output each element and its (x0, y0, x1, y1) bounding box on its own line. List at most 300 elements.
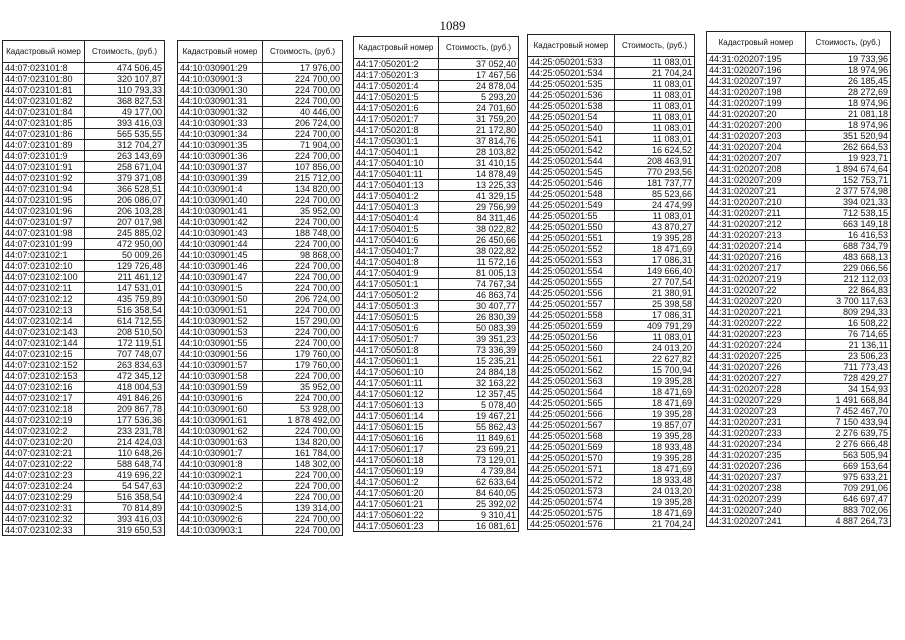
cadastral-number: 44:25:050201:574 (528, 497, 615, 508)
cost-value: 224 700,00 (263, 283, 343, 294)
cadastral-number: 44:25:050201:554 (528, 266, 615, 277)
cost-value: 53 928,00 (263, 404, 343, 415)
cost-value: 393 416,03 (85, 514, 165, 525)
table-row (528, 519, 695, 530)
cadastral-number: 44:25:050201:565 (528, 398, 615, 409)
cadastral-number: 44:25:050201:560 (528, 343, 615, 354)
table-row (707, 65, 891, 76)
cadastral-number: 44:17:050501:3 (354, 301, 439, 312)
table-row (707, 296, 891, 307)
table-row (3, 316, 165, 327)
cadastral-number: 44:17:050401:7 (354, 246, 439, 257)
table-row (354, 268, 519, 279)
cadastral-number: 44:10:030901:53 (178, 327, 263, 338)
cadastral-number: 44:10:030903:1 (178, 525, 263, 536)
cost-value: 18 471,69 (615, 464, 695, 475)
cost-value: 11 083,01 (615, 332, 695, 343)
cadastral-number: 44:17:050601:11 (354, 378, 439, 389)
cadastral-number: 44:25:050201:558 (528, 310, 615, 321)
cost-value: 24 013,20 (615, 343, 695, 354)
cadastral-number: 44:07:023102:33 (3, 525, 85, 536)
table-row (178, 118, 343, 129)
table-row (354, 389, 519, 400)
cadastral-number: 44:31:020207:20 (707, 109, 806, 120)
cadastral-number: 44:10:030901:44 (178, 239, 263, 250)
cost-value: 688 734,79 (806, 241, 891, 252)
table-row (3, 514, 165, 525)
cost-value: 43 870,27 (615, 222, 695, 233)
cost-value: 15 235,21 (439, 356, 519, 367)
header-cost: Стоимость, (руб.) (85, 41, 165, 63)
cadastral-number: 44:25:050201:546 (528, 178, 615, 189)
cadastral-number: 44:10:030901:31 (178, 96, 263, 107)
cadastral-number: 44:17:050501:2 (354, 290, 439, 301)
table-row (707, 120, 891, 131)
cadastral-number: 44:25:050201:569 (528, 442, 615, 453)
cost-value: 179 760,00 (263, 349, 343, 360)
cadastral-number: 44:25:050201:573 (528, 486, 615, 497)
table-row (528, 453, 695, 464)
cost-value: 224 700,00 (263, 217, 343, 228)
table-row (178, 261, 343, 272)
cost-value: 34 154,93 (806, 384, 891, 395)
cost-value: 21 704,24 (615, 68, 695, 79)
cadastral-number: 44:31:020207:23 (707, 406, 806, 417)
cost-value: 312 704,27 (85, 140, 165, 151)
cadastral-number: 44:25:050201:564 (528, 387, 615, 398)
cadastral-number: 44:07:023102:14 (3, 316, 85, 327)
cost-value: 224 700,00 (263, 151, 343, 162)
cost-value: 16 081,61 (439, 521, 519, 532)
cadastral-number: 44:17:050501:7 (354, 334, 439, 345)
cost-value: 809 294,33 (806, 307, 891, 318)
table-row (528, 123, 695, 134)
table-row (178, 217, 343, 228)
table-row (178, 360, 343, 371)
cadastral-number: 44:17:050401:3 (354, 202, 439, 213)
cost-value: 206 724,00 (263, 294, 343, 305)
cost-value: 707 748,07 (85, 349, 165, 360)
table-row (3, 74, 165, 85)
cost-value: 129 726,48 (85, 261, 165, 272)
table-row (178, 63, 343, 74)
cadastral-number: 44:07:023101:99 (3, 239, 85, 250)
cost-value: 50 009,26 (85, 250, 165, 261)
cost-value: 31 759,20 (439, 114, 519, 125)
cadastral-number: 44:10:030901:47 (178, 272, 263, 283)
cadastral-number: 44:25:050201:570 (528, 453, 615, 464)
cost-value: 379 371,08 (85, 173, 165, 184)
page-number: 1089 (439, 18, 466, 33)
table-row (354, 367, 519, 378)
table-row (528, 398, 695, 409)
cadastral-number: 44:17:050601:17 (354, 444, 439, 455)
table-row (3, 96, 165, 107)
cost-value: 19 395,28 (615, 376, 695, 387)
cadastral-number: 44:07:023101:9 (3, 151, 85, 162)
cost-value: 26 185,45 (806, 76, 891, 87)
cost-value: 22 627,82 (615, 354, 695, 365)
table-row (707, 230, 891, 241)
cost-value: 7 150 433,94 (806, 417, 891, 428)
cost-value: 224 700,00 (263, 525, 343, 536)
cost-value: 224 700,00 (263, 426, 343, 437)
cost-value: 1 878 492,00 (263, 415, 343, 426)
cost-value: 211 461,12 (85, 272, 165, 283)
header-cadastral-number: Кадастровый номер (354, 37, 439, 59)
cost-value: 483 668,13 (806, 252, 891, 263)
table-row (528, 508, 695, 519)
table-row (354, 444, 519, 455)
cadastral-number: 44:07:023102:18 (3, 404, 85, 415)
table-row (354, 125, 519, 136)
table-row (528, 189, 695, 200)
table-row (354, 70, 519, 81)
cadastral-number: 44:10:030901:8 (178, 459, 263, 470)
cadastral-number: 44:31:020207:241 (707, 516, 806, 527)
cost-value: 263 143,69 (85, 151, 165, 162)
cadastral-number: 44:07:023102:17 (3, 393, 85, 404)
cadastral-number: 44:10:030902:5 (178, 503, 263, 514)
cadastral-number: 44:07:023101:95 (3, 195, 85, 206)
table-row (3, 151, 165, 162)
table-row (178, 107, 343, 118)
table-row (178, 184, 343, 195)
cost-value: 147 531,01 (85, 283, 165, 294)
cadastral-number: 44:10:030901:55 (178, 338, 263, 349)
cadastral-number: 44:31:020207:231 (707, 417, 806, 428)
cost-value: 27 707,54 (615, 277, 695, 288)
table-row (528, 332, 695, 343)
table-row (354, 114, 519, 125)
table-row (178, 481, 343, 492)
cadastral-number: 44:17:050601:14 (354, 411, 439, 422)
cadastral-number: 44:07:023101:92 (3, 173, 85, 184)
table-row (354, 103, 519, 114)
cost-value: 84 311,46 (439, 213, 519, 224)
table-row (707, 373, 891, 384)
table-row (178, 206, 343, 217)
cost-value: 19 395,28 (615, 497, 695, 508)
cadastral-number: 44:17:050601:10 (354, 367, 439, 378)
cadastral-number: 44:31:020207:229 (707, 395, 806, 406)
cost-value: 263 834,63 (85, 360, 165, 371)
cost-value: 208 510,50 (85, 327, 165, 338)
cost-value: 491 846,26 (85, 393, 165, 404)
cost-value: 19 395,28 (615, 233, 695, 244)
cost-value: 24 884,18 (439, 367, 519, 378)
cadastral-number: 44:31:020207:217 (707, 263, 806, 274)
cost-value: 81 005,13 (439, 268, 519, 279)
cost-value: 13 225,33 (439, 180, 519, 191)
table-row (354, 257, 519, 268)
cost-value: 149 666,40 (615, 266, 695, 277)
cadastral-number: 44:10:030901:46 (178, 261, 263, 272)
cadastral-number: 44:07:023101:97 (3, 217, 85, 228)
cost-value: 472 950,00 (85, 239, 165, 250)
cost-value: 4 887 264,73 (806, 516, 891, 527)
cadastral-number: 44:31:020207:200 (707, 120, 806, 131)
table-row (178, 151, 343, 162)
cadastral-number: 44:10:030901:5 (178, 283, 263, 294)
table-row (3, 107, 165, 118)
table-row (707, 307, 891, 318)
table-row (528, 200, 695, 211)
cost-value: 516 358,54 (85, 492, 165, 503)
cadastral-number: 44:17:050601:20 (354, 488, 439, 499)
table-row (707, 208, 891, 219)
cost-value: 11 083,01 (615, 211, 695, 222)
table-row (354, 521, 519, 532)
cadastral-number: 44:07:023102:31 (3, 503, 85, 514)
cost-value: 409 791,29 (615, 321, 695, 332)
table-row (354, 400, 519, 411)
cadastral-number: 44:31:020207:219 (707, 274, 806, 285)
cost-value: 29 756,99 (439, 202, 519, 213)
cadastral-number: 44:25:050201:563 (528, 376, 615, 387)
table-row (178, 382, 343, 393)
table-row (707, 54, 891, 65)
cost-value: 419 696,22 (85, 470, 165, 481)
cadastral-number: 44:17:050601:19 (354, 466, 439, 477)
cost-value: 30 407,77 (439, 301, 519, 312)
table-row (354, 488, 519, 499)
cadastral-number: 44:10:030901:51 (178, 305, 263, 316)
table-row (3, 118, 165, 129)
header-cost: Стоимость, (руб.) (263, 41, 343, 63)
cost-value: 207 017,98 (85, 217, 165, 228)
table-row (178, 349, 343, 360)
cadastral-number: 44:10:030901:59 (178, 382, 263, 393)
cost-value: 319 650,53 (85, 525, 165, 536)
cost-value: 40 446,00 (263, 107, 343, 118)
table-row (354, 433, 519, 444)
cadastral-number: 44:31:020207:224 (707, 340, 806, 351)
cost-value: 19 733,96 (806, 54, 891, 65)
table-row (354, 334, 519, 345)
cost-value: 31 410,15 (439, 158, 519, 169)
cost-value: 614 712,55 (85, 316, 165, 327)
cadastral-number: 44:25:050201:549 (528, 200, 615, 211)
table-row (354, 213, 519, 224)
table-row (707, 384, 891, 395)
cost-value: 177 536,36 (85, 415, 165, 426)
table-row (3, 470, 165, 481)
cost-value: 16 624,52 (615, 145, 695, 156)
header-cadastral-number: Кадастровый номер (707, 32, 806, 54)
cadastral-number: 44:10:030901:40 (178, 195, 263, 206)
table-row (178, 272, 343, 283)
table-row (528, 266, 695, 277)
table-row (354, 477, 519, 488)
table-row (3, 250, 165, 261)
cost-value: 26 830,39 (439, 312, 519, 323)
cost-value: 11 083,01 (615, 90, 695, 101)
cost-value: 18 974,96 (806, 65, 891, 76)
table-row (354, 345, 519, 356)
cost-value: 134 820,00 (263, 184, 343, 195)
cadastral-number: 44:10:030901:43 (178, 228, 263, 239)
cost-value: 3 700 117,63 (806, 296, 891, 307)
cost-value: 21 380,91 (615, 288, 695, 299)
table-row (178, 459, 343, 470)
cost-value: 24 878,04 (439, 81, 519, 92)
cadastral-number: 44:31:020207:207 (707, 153, 806, 164)
table-row (528, 134, 695, 145)
table-row (178, 316, 343, 327)
table-row (3, 525, 165, 536)
table-row (178, 250, 343, 261)
table-row (178, 327, 343, 338)
table-row (3, 195, 165, 206)
cost-value: 2 276 639,75 (806, 428, 891, 439)
cadastral-number: 44:31:020207:198 (707, 87, 806, 98)
header-cost: Стоимость, (руб.) (615, 35, 695, 57)
cadastral-number: 44:07:023102:12 (3, 294, 85, 305)
cadastral-number: 44:25:050201:575 (528, 508, 615, 519)
cost-value: 728 429,27 (806, 373, 891, 384)
cost-value: 71 904,00 (263, 140, 343, 151)
cost-value: 157 290,00 (263, 316, 343, 327)
cadastral-number: 44:07:023101:94 (3, 184, 85, 195)
table-row (354, 290, 519, 301)
table-row (707, 428, 891, 439)
table-row (178, 371, 343, 382)
cost-value: 16 508,22 (806, 318, 891, 329)
cost-value: 224 700,00 (263, 195, 343, 206)
cadastral-number: 44:07:023101:85 (3, 118, 85, 129)
cost-value: 37 052,40 (439, 59, 519, 70)
cost-value: 206 086,07 (85, 195, 165, 206)
table-row (528, 497, 695, 508)
cadastral-number: 44:10:030901:62 (178, 426, 263, 437)
cost-value: 516 358,54 (85, 305, 165, 316)
cadastral-number: 44:17:050301:1 (354, 136, 439, 147)
cadastral-number: 44:17:050601:22 (354, 510, 439, 521)
cadastral-number: 44:31:020207:196 (707, 65, 806, 76)
table-row (528, 310, 695, 321)
header-cadastral-number: Кадастровый номер (3, 41, 85, 63)
table-row (178, 173, 343, 184)
cost-value: 37 814,76 (439, 136, 519, 147)
table-row (707, 439, 891, 450)
table-row (3, 228, 165, 239)
cost-value: 224 700,00 (263, 74, 343, 85)
table-row (707, 197, 891, 208)
cost-value: 394 021,33 (806, 197, 891, 208)
table-row (528, 387, 695, 398)
cadastral-number: 44:31:020207:203 (707, 131, 806, 142)
cadastral-number: 44:17:050401:4 (354, 213, 439, 224)
cadastral-number: 44:31:020207:211 (707, 208, 806, 219)
cadastral-number: 44:17:050401:9 (354, 268, 439, 279)
cost-value: 11 083,01 (615, 134, 695, 145)
table-row (178, 239, 343, 250)
cadastral-number: 44:10:030901:60 (178, 404, 263, 415)
table-row (528, 299, 695, 310)
cadastral-number: 44:07:023102:152 (3, 360, 85, 371)
table-row (707, 494, 891, 505)
cost-value: 24 701,60 (439, 103, 519, 114)
cadastral-number: 44:17:050201:7 (354, 114, 439, 125)
cadastral-number: 44:17:050201:2 (354, 59, 439, 70)
table-row (178, 140, 343, 151)
cadastral-number: 44:07:023102:153 (3, 371, 85, 382)
cadastral-number: 44:31:020207:199 (707, 98, 806, 109)
table-row (528, 178, 695, 189)
cost-value: 206 103,28 (85, 206, 165, 217)
cost-value: 18 471,69 (615, 387, 695, 398)
cost-value: 70 814,89 (85, 503, 165, 514)
cadastral-number: 44:10:030901:34 (178, 129, 263, 140)
table-row (354, 499, 519, 510)
cadastral-number: 44:07:023102:15 (3, 349, 85, 360)
table-header-row (3, 41, 165, 63)
cadastral-number: 44:10:030901:57 (178, 360, 263, 371)
cadastral-number: 44:07:023102:13 (3, 305, 85, 316)
cadastral-number: 44:25:050201:535 (528, 79, 615, 90)
cost-value: 39 351,23 (439, 334, 519, 345)
table-row (707, 318, 891, 329)
cost-value: 25 398,58 (615, 299, 695, 310)
table-row (707, 340, 891, 351)
cadastral-number: 44:17:050501:1 (354, 279, 439, 290)
cost-value: 76 714,65 (806, 329, 891, 340)
cost-value: 224 700,00 (263, 85, 343, 96)
cadastral-number: 44:17:050601:21 (354, 499, 439, 510)
cadastral-number: 44:07:023101:80 (3, 74, 85, 85)
cadastral-number: 44:10:030901:7 (178, 448, 263, 459)
cost-value: 62 633,64 (439, 477, 519, 488)
table-row (3, 404, 165, 415)
cost-value: 975 633,21 (806, 472, 891, 483)
cadastral-number: 44:25:050201:556 (528, 288, 615, 299)
cost-value: 224 700,00 (263, 305, 343, 316)
table-row (707, 186, 891, 197)
cost-value: 148 302,00 (263, 459, 343, 470)
table-row (528, 156, 695, 167)
cost-value: 368 827,53 (85, 96, 165, 107)
cadastral-number: 44:10:030901:61 (178, 415, 263, 426)
table-row (3, 217, 165, 228)
table-row (707, 109, 891, 120)
cadastral-number: 44:10:030901:33 (178, 118, 263, 129)
cost-value: 224 700,00 (263, 393, 343, 404)
table-row (528, 354, 695, 365)
cadastral-number: 44:25:050201:540 (528, 123, 615, 134)
table-row (707, 351, 891, 362)
cadastral-number: 44:31:020207:239 (707, 494, 806, 505)
cadastral-number: 44:25:050201:56 (528, 332, 615, 343)
table-row (528, 343, 695, 354)
cost-value: 24 474,99 (615, 200, 695, 211)
cost-value: 646 697,47 (806, 494, 891, 505)
cadastral-number: 44:25:050201:533 (528, 57, 615, 68)
cost-value: 49 177,00 (85, 107, 165, 118)
table-row (707, 505, 891, 516)
cost-value: 262 664,53 (806, 142, 891, 153)
table-row (528, 365, 695, 376)
cadastral-number: 44:17:050601:18 (354, 455, 439, 466)
cost-value: 5 078,40 (439, 400, 519, 411)
cadastral-number: 44:07:023102:23 (3, 470, 85, 481)
cost-value: 179 760,00 (263, 360, 343, 371)
cadastral-number: 44:31:020207:240 (707, 505, 806, 516)
cadastral-number: 44:07:023101:86 (3, 129, 85, 140)
cadastral-number: 44:17:050201:4 (354, 81, 439, 92)
cadastral-number: 44:07:023102:1 (3, 250, 85, 261)
cadastral-number: 44:25:050201:550 (528, 222, 615, 233)
